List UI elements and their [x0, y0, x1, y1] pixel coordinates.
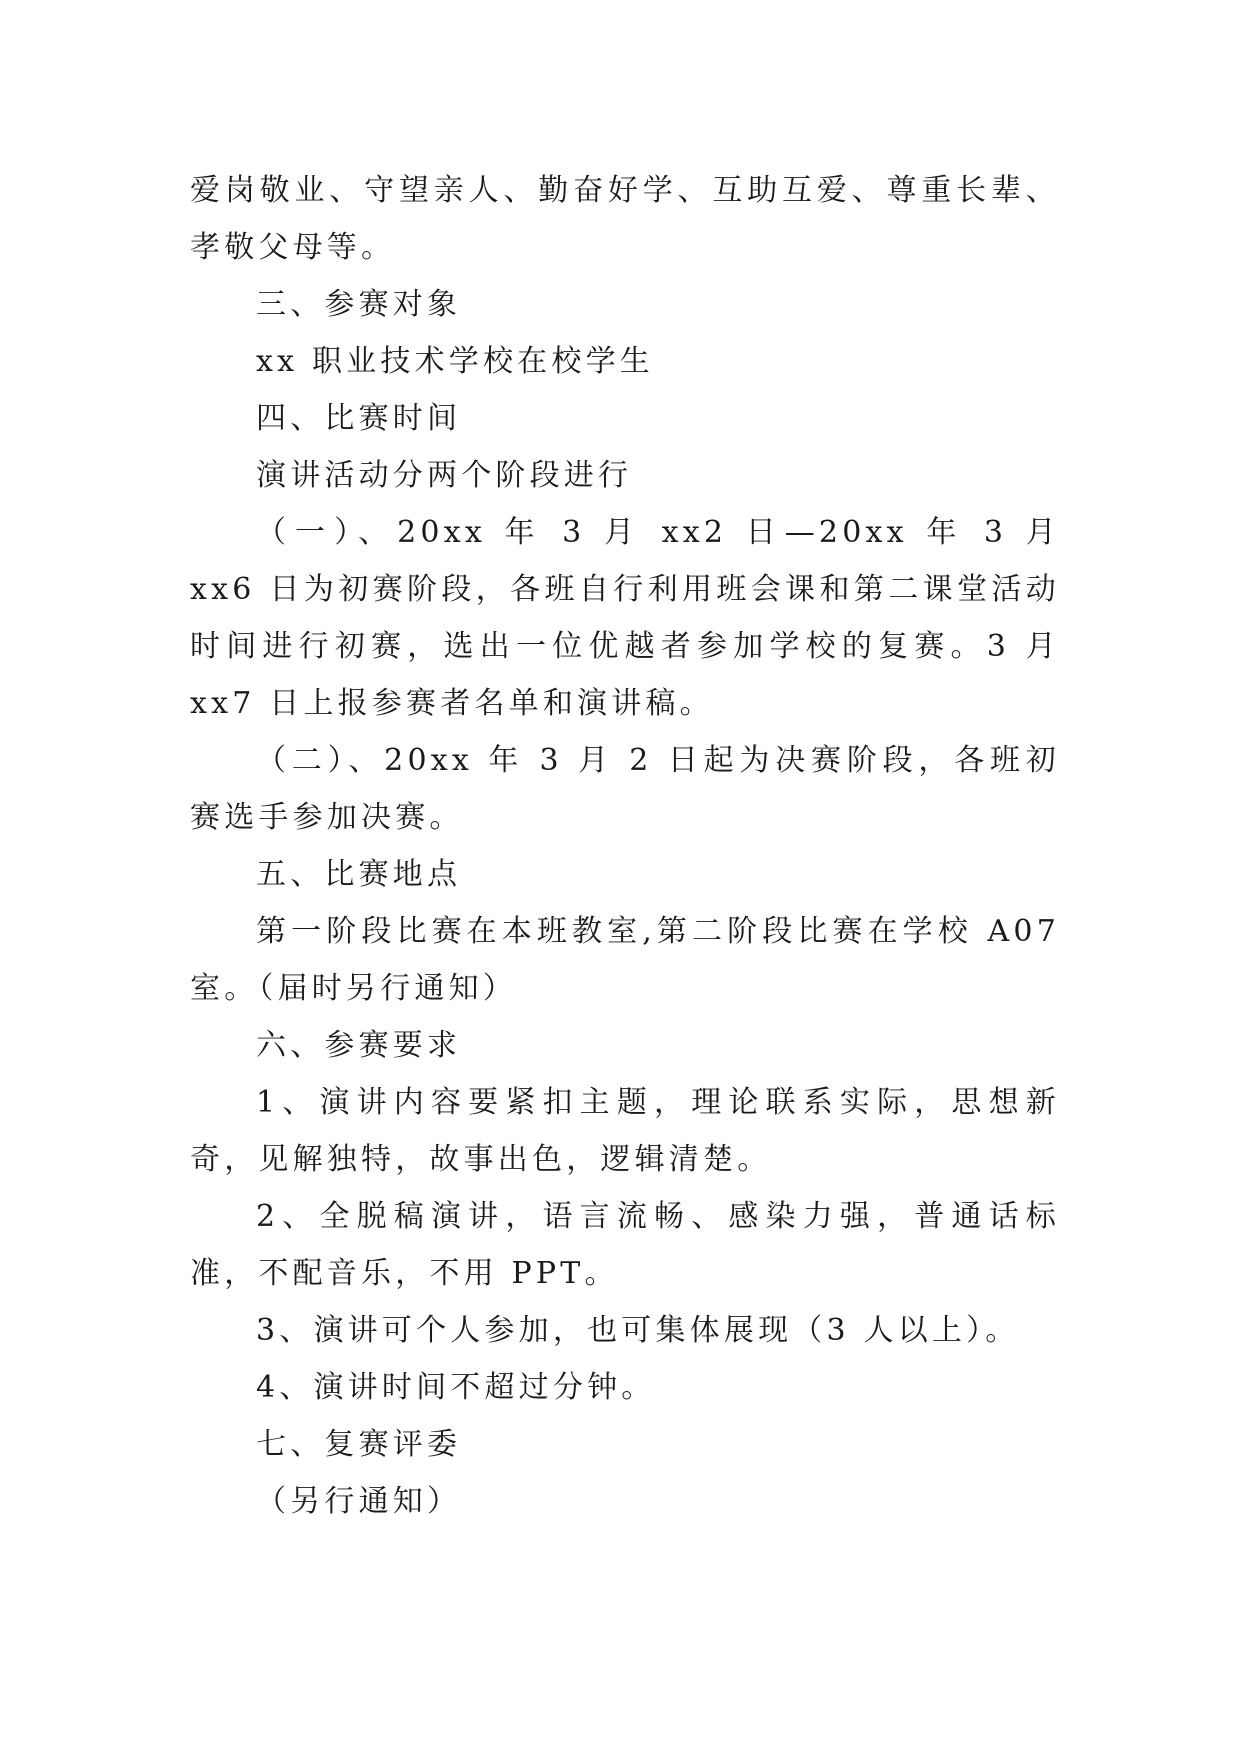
paragraph-judges: （另行通知） [256, 1484, 462, 1519]
paragraph-stage-one: （一）、20xx 年 3 月 xx2 日—20xx 年 3 月 xx6 日为初赛阶段，各班自行利用班会课和第二课堂活动时间进行初赛，选出一位优越者参加学校的复赛。3 月 xx7 日上报参赛者名单和演讲稿。 [190, 515, 1060, 721]
paragraph-intro-continued: 爱岗敬业、守望亲人、勤奋好学、互助互爱、尊重长辈、孝敬父母等。 [190, 173, 1060, 265]
requirement-item-4: 4、演讲时间不超过分钟。 [256, 1370, 656, 1405]
document-body [190, 162, 1060, 1530]
paragraph-stage-two: （二）、20xx 年 3 月 2 日起为决赛阶段，各班初赛选手参加决赛。 [190, 743, 1060, 835]
paragraph-participants: xx 职业技术学校在校学生 [256, 344, 654, 379]
heading-schedule: 四、比赛时间 [256, 401, 462, 436]
paragraph-schedule-intro: 演讲活动分两个阶段进行 [256, 458, 633, 493]
heading-participants: 三、参赛对象 [256, 287, 462, 322]
paragraph-venue: 第一阶段比赛在本班教室,第二阶段比赛在学校 A07 室。（届时另行通知） [190, 914, 1060, 1006]
heading-requirements: 六、参赛要求 [256, 1028, 462, 1063]
requirement-item-1: 1、演讲内容要紧扣主题，理论联系实际，思想新奇，见解独特，故事出色，逻辑清楚。 [190, 1085, 1060, 1177]
requirement-item-2: 2、全脱稿演讲，语言流畅、感染力强，普通话标准，不配音乐，不用 PPT。 [190, 1199, 1060, 1291]
heading-venue: 五、比赛地点 [256, 857, 462, 892]
requirement-item-3: 3、演讲可个人参加，也可集体展现（3 人以上）。 [256, 1313, 1020, 1348]
heading-judges: 七、复赛评委 [256, 1427, 462, 1462]
